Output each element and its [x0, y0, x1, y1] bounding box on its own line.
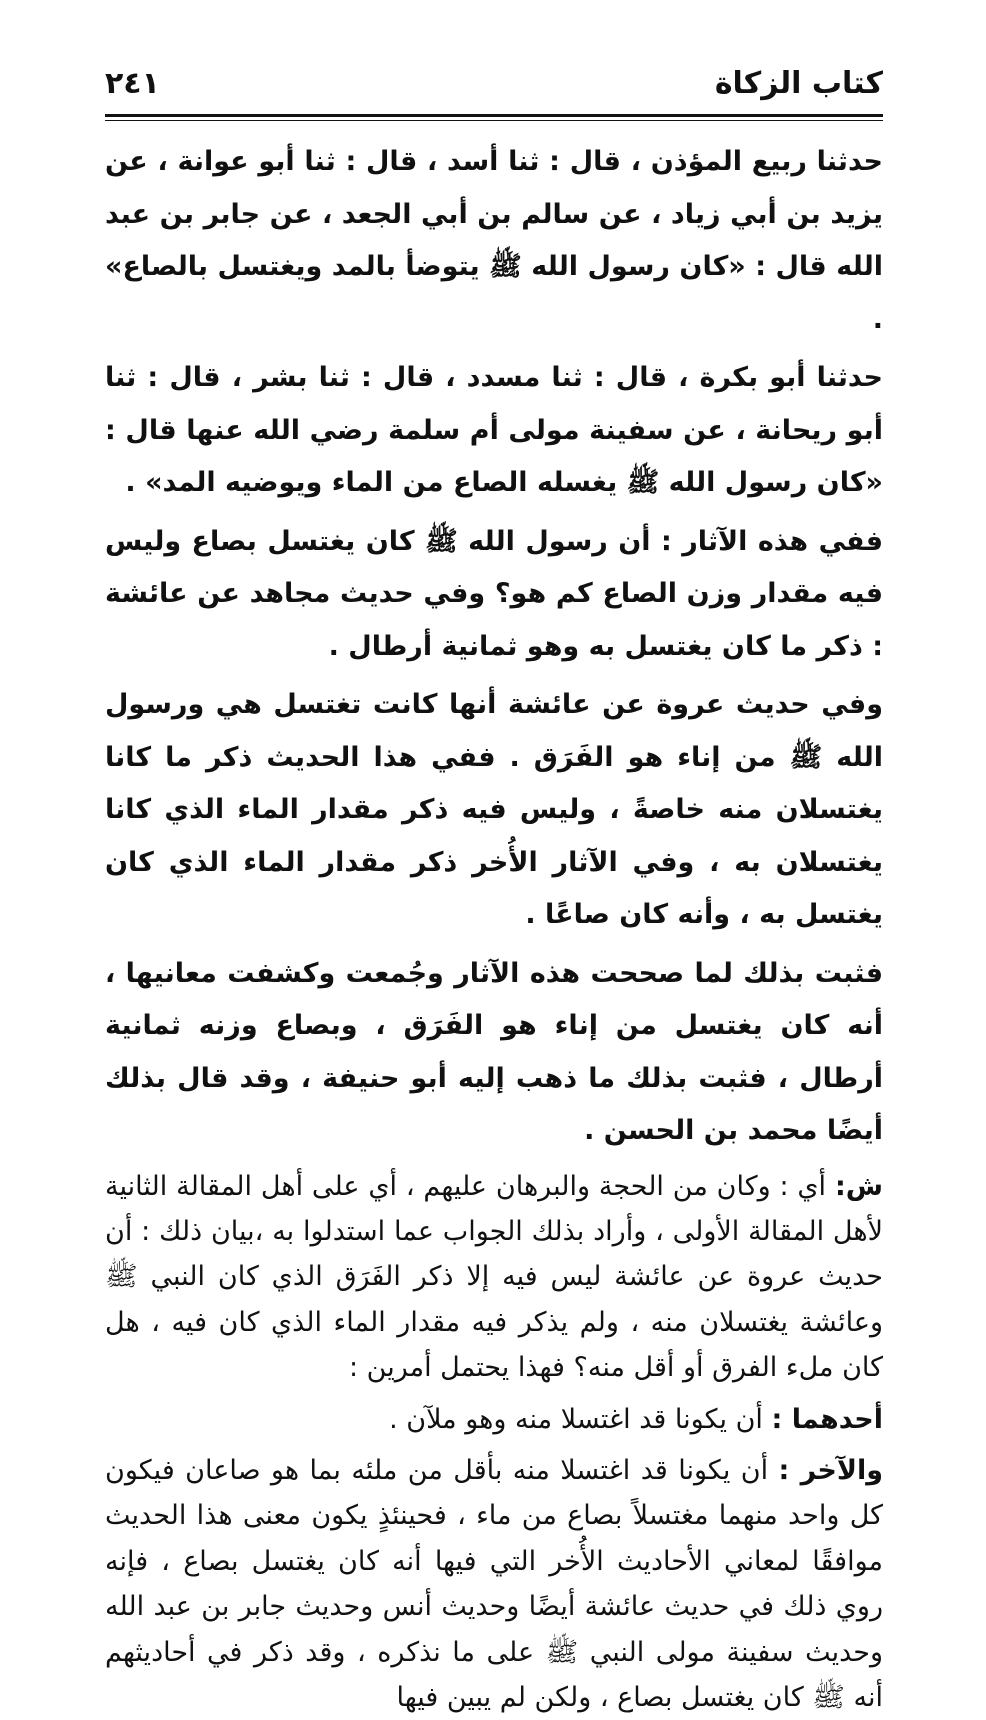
commentary-paragraph — [105, 1448, 883, 1720]
book-title: كتاب الزكاة — [714, 66, 883, 101]
commentary-marker: ش: — [834, 1170, 883, 1202]
page-number: ٢٤١ — [105, 66, 160, 101]
paragraph: حدثنا أبو بكرة ، قال : ثنا مسدد ، قال : ثنا بشر ، قال : ثنا أبو ريحانة ، عن سفينة مولى أم سلمة رضي الله عنها قال : «كان رسول الله ﷺ يغسله الصاع من الماء ويوضيه المد» . — [105, 362, 883, 498]
paragraph: وفي حديث عروة عن عائشة أنها كانت تغتسل هي ورسول الله ﷺ من إناء هو الفَرَق . ففي هذا الحديث ذكر ما كانا يغتسلان منه خاصةً ، وليس فيه ذكر مقدار الماء الذي كانا يغتسلان به ، وفي الآثار الأُخر ذكر مقدار الماء الذي كان يغتسل به ، وأنه كان صاعًا . — [105, 689, 883, 930]
second-option-text: أن يكونا قد اغتسلا منه بأقل من ملئه بما هو صاعان فيكون كل واحد منهما مغتسلاً بصاع من ماء ، فحينئذٍ يكون معنى هذا الحديث موافقًا لمعاني الأحاديث الأُخر التي فيها أنه كان يغتسل بصاع ، فإنه روي ذلك في حديث عائشة أيضًا وحديث أنس وحديث جابر بن عبد الله وحديث سفينة مولى النبي ﷺ على ما نذكره ، وقد ذكر في أحاديثهم أنه ﷺ كان يغتسل بصاع ، ولكن لم يبين فيها — [105, 1454, 883, 1713]
header-rule-thin — [105, 120, 883, 121]
header-rule-thick — [105, 114, 883, 117]
first-option-text: أن يكونا قد اغتسلا منه وهو ملآن . — [389, 1403, 772, 1435]
commentary-paragraph — [105, 1164, 883, 1391]
first-option-marker: أحدهما : — [771, 1403, 883, 1435]
second-option-marker: والآخر : — [778, 1454, 883, 1486]
paragraph: فثبت بذلك لما صححت هذه الآثار وجُمعت وكشفت معانيها ، أنه كان يغتسل من إناء هو الفَرَق ، وبصاع وزنه ثمانية أرطال ، فثبت بذلك ما ذهب إليه أبو حنيفة ، وقد قال بذلك أيضًا محمد بن الحسن . — [105, 957, 883, 1146]
commentary-paragraph — [105, 1397, 883, 1442]
page-header — [105, 58, 883, 108]
commentary-text: أي : وكان من الحجة والبرهان عليهم ، أي على أهل المقالة الثانية لأهل المقالة الأولى ، وأراد بذلك الجواب عما استدلوا به ،بيان ذلك : أن حديث عروة عن عائشة ليس فيه إلا ذكر الفَرَق الذي كان النبي ﷺ وعائشة يغتسلان منه ، ولم يذكر فيه مقدار الماء الذي كان فيه ، هل كان ملء الفرق أو أقل منه؟ فهذا يحتمل أمرين : — [105, 1170, 883, 1384]
paragraph: حدثنا ربيع المؤذن ، قال : ثنا أسد ، قال : ثنا أبو عوانة ، عن يزيد بن أبي زياد ، عن سالم بن أبي الجعد ، عن جابر بن عبد الله قال : «كان رسول الله ﷺ يتوضأ بالمد ويغتسل بالصاع» . — [105, 146, 883, 335]
paragraph: ففي هذه الآثار : أن رسول الله ﷺ كان يغتسل بصاع وليس فيه مقدار وزن الصاع كم هو؟ وفي حديث مجاهد عن عائشة : ذكر ما كان يغتسل به وهو ثمانية أرطال . — [105, 525, 883, 662]
main-text — [105, 136, 883, 1720]
